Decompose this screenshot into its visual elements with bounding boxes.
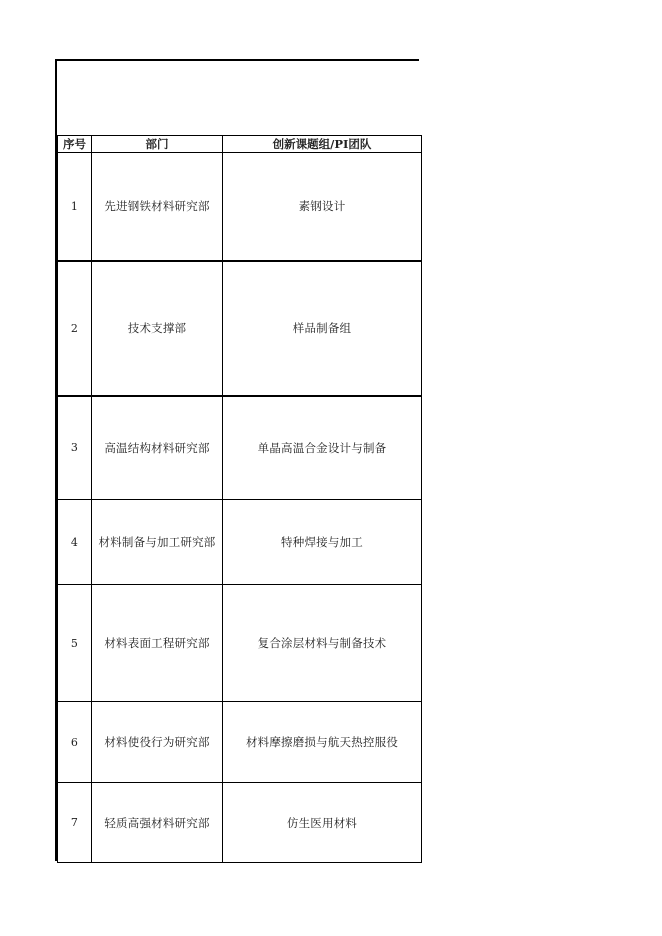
row-group: 特种焊接与加工 [223,500,422,585]
row-group: 材料摩擦磨损与航天热控服役 [223,702,422,783]
table-row [58,153,422,261]
row-index: 3 [58,396,92,500]
row-department: 先进钢铁材料研究部 [92,153,223,261]
table-header-row [58,136,422,153]
table-row [58,500,422,585]
row-group: 复合涂层材料与制备技术 [223,585,422,702]
row-group: 样品制备组 [223,261,422,396]
table-row [58,585,422,702]
row-group: 单晶高温合金设计与制备 [223,396,422,500]
header-index: 序号 [58,136,92,153]
row-index: 4 [58,500,92,585]
research-group-table [57,135,422,863]
row-department: 轻质高强材料研究部 [92,783,223,863]
table-row [58,261,422,396]
header-department: 部门 [92,136,223,153]
row-group: 仿生医用材料 [223,783,422,863]
table-row [58,396,422,500]
row-department: 材料使役行为研究部 [92,702,223,783]
row-department: 材料制备与加工研究部 [92,500,223,585]
row-index: 7 [58,783,92,863]
row-department: 高温结构材料研究部 [92,396,223,500]
spreadsheet-page [55,59,419,861]
title-area [57,61,419,135]
row-index: 1 [58,153,92,261]
table-row [58,783,422,863]
row-group: 素钢设计 [223,153,422,261]
row-index: 6 [58,702,92,783]
row-department: 技术支撑部 [92,261,223,396]
table-row [58,702,422,783]
row-department: 材料表面工程研究部 [92,585,223,702]
row-index: 2 [58,261,92,396]
header-group: 创新课题组/PI团队 [223,136,422,153]
row-index: 5 [58,585,92,702]
